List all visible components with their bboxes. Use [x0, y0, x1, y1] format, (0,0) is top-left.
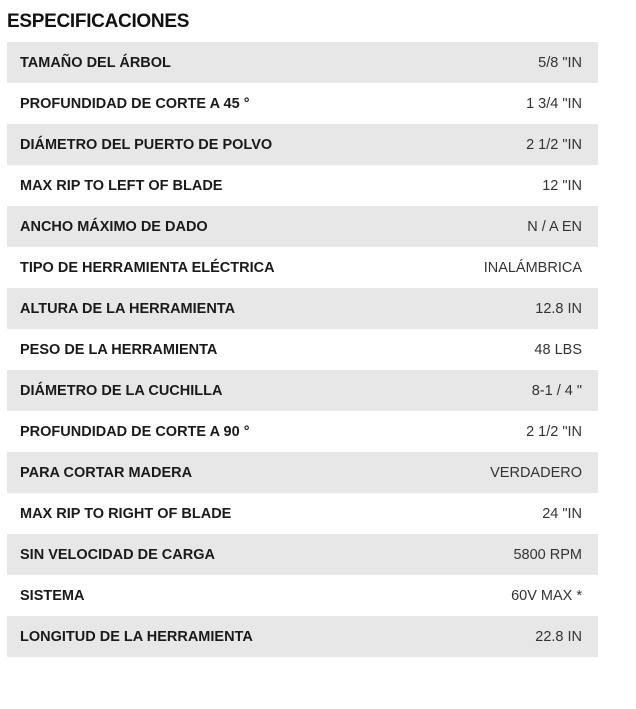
spec-value: 12 "IN: [542, 177, 582, 194]
section-title: ESPECIFICACIONES: [7, 11, 190, 32]
spec-label: MAX RIP TO RIGHT OF BLADE: [20, 505, 232, 522]
spec-label: ANCHO MÁXIMO DE DADO: [20, 218, 208, 235]
spec-row: [7, 247, 598, 288]
spec-label: SISTEMA: [20, 587, 85, 604]
spec-label: DIÁMETRO DE LA CUCHILLA: [20, 382, 223, 399]
spec-row: [7, 370, 598, 411]
spec-label: DIÁMETRO DEL PUERTO DE POLVO: [20, 136, 273, 153]
spec-value: 12.8 IN: [535, 300, 582, 317]
spec-label: PROFUNDIDAD DE CORTE A 90 °: [20, 423, 250, 440]
spec-row: [7, 616, 598, 657]
spec-row: [7, 165, 598, 206]
spec-row: [7, 42, 598, 83]
spec-row: [7, 452, 598, 493]
spec-value: 8-1 / 4 ": [531, 382, 582, 399]
spec-value: N / A EN: [527, 218, 582, 235]
spec-value: 1 3/4 "IN: [526, 95, 582, 112]
spec-label: PESO DE LA HERRAMIENTA: [20, 341, 218, 358]
spec-value: 5800 RPM: [513, 546, 582, 563]
spec-label: MAX RIP TO LEFT OF BLADE: [20, 177, 223, 194]
spec-value: 2 1/2 "IN: [526, 136, 582, 153]
spec-value: 5/8 "IN: [538, 54, 582, 71]
spec-label: PROFUNDIDAD DE CORTE A 45 °: [20, 95, 250, 112]
spec-label: LONGITUD DE LA HERRAMIENTA: [20, 628, 253, 645]
spec-label: PARA CORTAR MADERA: [20, 464, 193, 481]
spec-row: [7, 124, 598, 165]
spec-row: [7, 206, 598, 247]
spec-label: SIN VELOCIDAD DE CARGA: [20, 546, 215, 563]
spec-table: [7, 42, 598, 657]
spec-row: [7, 288, 598, 329]
spec-value: VERDADERO: [490, 464, 582, 481]
spec-row: [7, 83, 598, 124]
spec-label: TAMAÑO DEL ÁRBOL: [20, 54, 171, 71]
spec-value: 22.8 IN: [535, 628, 582, 645]
spec-value: 48 LBS: [534, 341, 582, 358]
spec-row: [7, 493, 598, 534]
spec-row: [7, 534, 598, 575]
spec-value: 60V MAX *: [511, 587, 582, 604]
spec-row: [7, 575, 598, 616]
spec-value: INALÁMBRICA: [483, 259, 582, 276]
spec-row: [7, 411, 598, 452]
spec-value: 24 "IN: [542, 505, 582, 522]
spec-value: 2 1/2 "IN: [526, 423, 582, 440]
spec-label: ALTURA DE LA HERRAMIENTA: [20, 300, 236, 317]
spec-row: [7, 329, 598, 370]
spec-label: TIPO DE HERRAMIENTA ELÉCTRICA: [20, 259, 275, 276]
